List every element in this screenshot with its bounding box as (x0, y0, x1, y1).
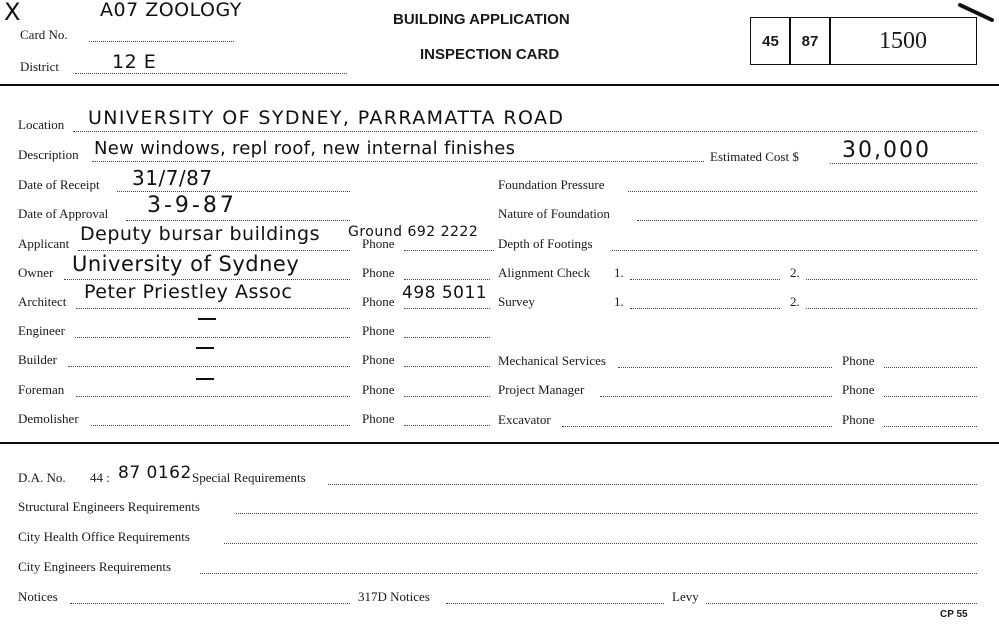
applicant-label: Applicant (18, 236, 70, 251)
alignment-check-1-line (630, 279, 780, 280)
demolisher-phone-label: Phone (362, 411, 395, 426)
da-prefix: 44 : (90, 470, 110, 485)
title-line-2: INSPECTION CARD (420, 46, 560, 63)
architect-phone-label: Phone (362, 294, 395, 309)
description-label: Description (18, 147, 79, 162)
project-manager-phone-label: Phone (842, 382, 875, 397)
applicant-phone-line (404, 250, 494, 251)
estimated-cost-handwritten: 30,000 (842, 138, 931, 163)
card-number-box-2: 87 (789, 17, 831, 65)
survey-2-label: 2. (790, 294, 800, 309)
date-of-receipt-label: Date of Receipt (18, 177, 100, 192)
alignment-check-label: Alignment Check (498, 265, 591, 280)
district-label: District (20, 59, 59, 74)
date-of-approval-line (126, 220, 350, 221)
owner-label: Owner (18, 265, 54, 280)
owner-phone-line (404, 279, 490, 280)
da-number-handwritten: 87 0162 (118, 463, 192, 483)
date-of-receipt-line (117, 191, 350, 192)
alignment-check-2-line (806, 279, 977, 280)
levy-line (706, 603, 977, 604)
mechanical-services-label: Mechanical Services (498, 353, 606, 368)
owner-line (64, 279, 350, 280)
alignment-check-1-label: 1. (614, 265, 624, 280)
notices-line (70, 603, 350, 604)
architect-phone-handwritten: 498 5011 (402, 283, 488, 303)
mechanical-services-phone-label: Phone (842, 353, 875, 368)
da-no-label: D.A. No. (18, 470, 66, 485)
architect-line (76, 308, 350, 309)
applicant-phone-handwritten: Ground 692 2222 (348, 224, 479, 240)
nature-of-foundation-label: Nature of Foundation (498, 206, 610, 221)
special-requirements-line (328, 484, 977, 485)
engineer-phone-label: Phone (362, 323, 395, 338)
foreman-phone-label: Phone (362, 382, 395, 397)
location-line (73, 131, 977, 132)
builder-phone-label: Phone (362, 352, 395, 367)
card-number-box-1: 45 (750, 17, 791, 65)
foreman-dash-mark (196, 378, 214, 380)
description-line (92, 161, 704, 162)
applicant-handwritten: Deputy bursar buildings (80, 223, 320, 245)
foreman-phone-line (404, 396, 490, 397)
applicant-line (78, 250, 350, 251)
owner-handwritten: University of Sydney (72, 252, 300, 276)
levy-label: Levy (672, 589, 699, 604)
form-code: CP 55 (940, 609, 968, 620)
city-health-label: City Health Office Requirements (18, 529, 190, 544)
builder-line (68, 366, 350, 367)
survey-1-line (630, 308, 780, 309)
architect-label: Architect (18, 294, 67, 309)
special-requirements-label: Special Requirements (192, 470, 306, 485)
foreman-line (76, 396, 350, 397)
engineer-phone-line (404, 337, 490, 338)
description-handwritten: New windows, repl roof, new internal finishes (94, 138, 516, 159)
date-of-receipt-handwritten: 31/7/87 (132, 166, 213, 190)
builder-label: Builder (18, 352, 57, 367)
top-rule (0, 84, 999, 86)
mechanical-services-phone-line (884, 367, 977, 368)
date-of-approval-handwritten: 3-9-87 (147, 193, 237, 218)
project-manager-phone-line (884, 396, 977, 397)
project-manager-line (600, 396, 832, 397)
corner-tick-mark (956, 0, 999, 24)
demolisher-label: Demolisher (18, 411, 79, 426)
depth-of-footings-line (612, 250, 977, 251)
city-engineers-label: City Engineers Requirements (18, 559, 172, 574)
engineer-dash-mark (198, 318, 216, 320)
title-line-1: BUILDING APPLICATION (393, 11, 570, 28)
applicant-phone-label: Phone (362, 236, 395, 251)
city-engineers-line (200, 573, 977, 574)
notices-317d-line (446, 603, 664, 604)
foundation-pressure-label: Foundation Pressure (498, 177, 605, 192)
alignment-check-2-label: 2. (790, 265, 800, 280)
architect-phone-line (404, 308, 490, 309)
card-no-label: Card No. (20, 27, 68, 42)
survey-1-label: 1. (614, 294, 624, 309)
notices-label: Notices (18, 589, 58, 604)
excavator-phone-line (884, 426, 977, 427)
mechanical-services-line (618, 367, 832, 368)
district-line (75, 73, 347, 74)
demolisher-phone-line (404, 425, 490, 426)
foundation-pressure-line (628, 191, 977, 192)
demolisher-line (91, 425, 350, 426)
location-handwritten: UNIVERSITY OF SYDNEY, PARRAMATTA ROAD (88, 107, 565, 129)
depth-of-footings-label: Depth of Footings (498, 236, 593, 251)
survey-2-line (806, 308, 977, 309)
engineer-line (75, 337, 350, 338)
cross-mark: X (4, 0, 21, 26)
foreman-label: Foreman (18, 382, 65, 397)
card-number-box-3: 1500 (829, 17, 977, 65)
district-handwritten: 12 E (112, 51, 157, 73)
project-manager-label: Project Manager (498, 382, 585, 397)
date-of-approval-label: Date of Approval (18, 206, 109, 221)
estimated-cost-label: Estimated Cost $ (710, 149, 799, 164)
architect-handwritten: Peter Priestley Assoc (84, 281, 293, 303)
owner-phone-label: Phone (362, 265, 395, 280)
structural-engineers-label: Structural Engineers Requirements (18, 499, 200, 514)
location-label: Location (18, 117, 65, 132)
city-health-line (224, 543, 977, 544)
middle-rule (0, 442, 999, 444)
estimated-cost-line (830, 163, 977, 164)
builder-dash-mark (196, 347, 214, 349)
survey-label: Survey (498, 294, 535, 309)
card-no-line (89, 41, 234, 42)
excavator-label: Excavator (498, 412, 551, 427)
excavator-line (562, 426, 832, 427)
card-code-handwritten: A07 ZOOLOGY (100, 0, 242, 21)
builder-phone-line (404, 366, 490, 367)
engineer-label: Engineer (18, 323, 65, 338)
notices-317d-label: 317D Notices (358, 589, 430, 604)
nature-of-foundation-line (637, 220, 977, 221)
structural-engineers-line (236, 513, 977, 514)
excavator-phone-label: Phone (842, 412, 875, 427)
